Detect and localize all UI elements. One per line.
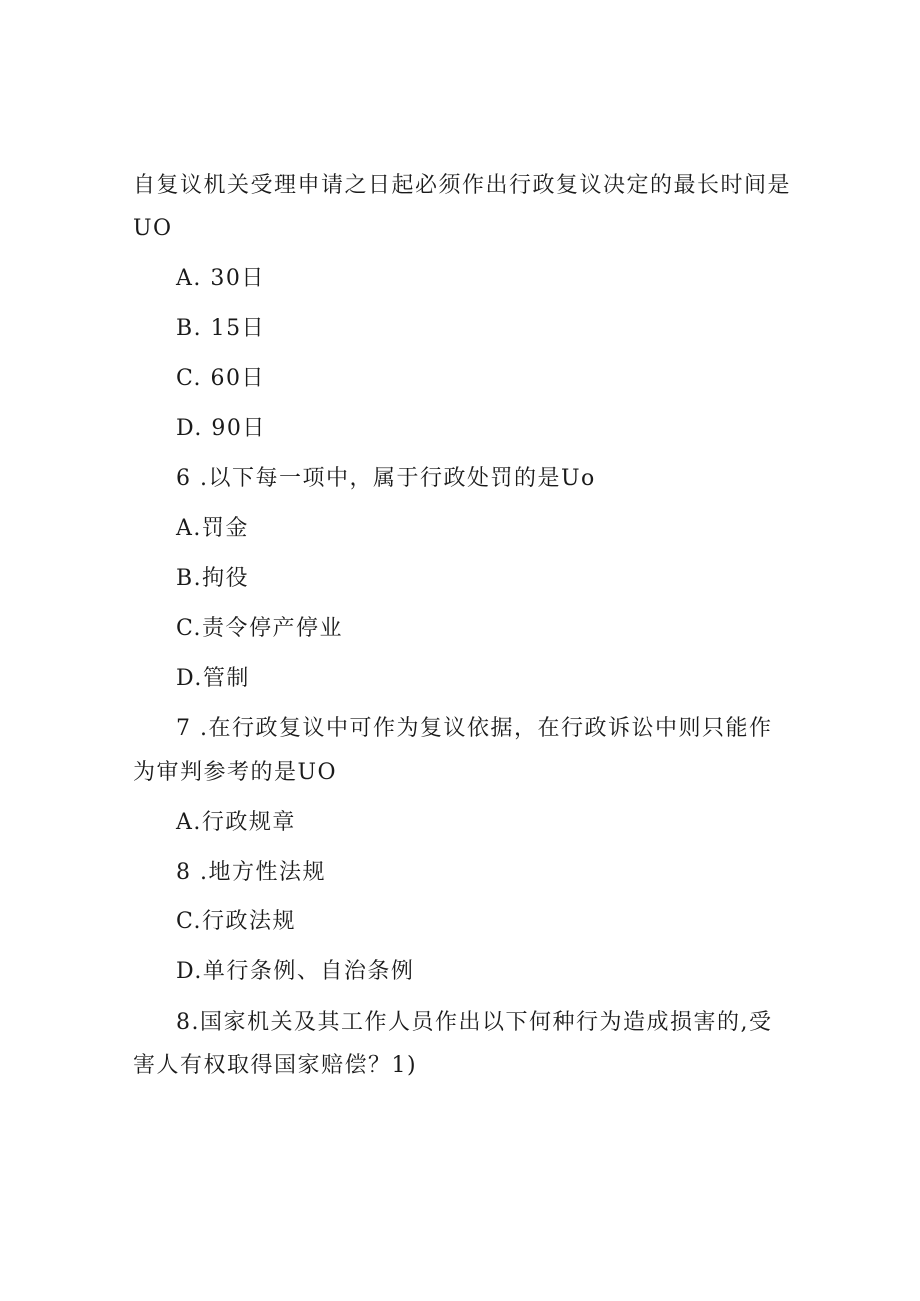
question-5-option-b: B. 15日 [176, 316, 266, 341]
question-8-stem-line-2: 害人有权取得国家赔偿？1) [133, 1053, 418, 1078]
question-6-stem: 6 .以下每一项中，属于行政处罚的是Uo [176, 466, 596, 491]
question-6-option-c: C.责令停产停业 [176, 616, 344, 641]
question-7-option-c: C.行政法规 [176, 909, 297, 934]
question-7-option-d: D.单行条例、自治条例 [176, 959, 415, 984]
question-6-option-a: A.罚金 [176, 516, 249, 541]
question-5-option-c: C. 60日 [176, 366, 266, 391]
question-7-stem-line-2: 为审判参考的是UO [133, 760, 338, 785]
question-5-stem-line-1: 自复议机关受理申请之日起必须作出行政复议决定的最长时间是 [133, 173, 792, 198]
question-7-option-a: A.行政规章 [176, 810, 296, 835]
question-6-option-b: B.拘役 [176, 566, 250, 591]
question-5-option-d: D. 90日 [176, 416, 266, 441]
question-6-option-d: D.管制 [176, 666, 250, 691]
question-5-option-a: A. 30日 [176, 266, 265, 291]
question-8-stem-line-1: 8.国家机关及其工作人员作出以下何种行为造成损害的,受 [176, 1010, 773, 1035]
question-7-option-b: 8 .地方性法规 [176, 860, 326, 885]
question-5-stem-line-2: UO [133, 216, 173, 241]
question-7-stem-line-1: 7 .在行政复议中可作为复议依据，在行政诉讼中则只能作 [176, 716, 773, 741]
